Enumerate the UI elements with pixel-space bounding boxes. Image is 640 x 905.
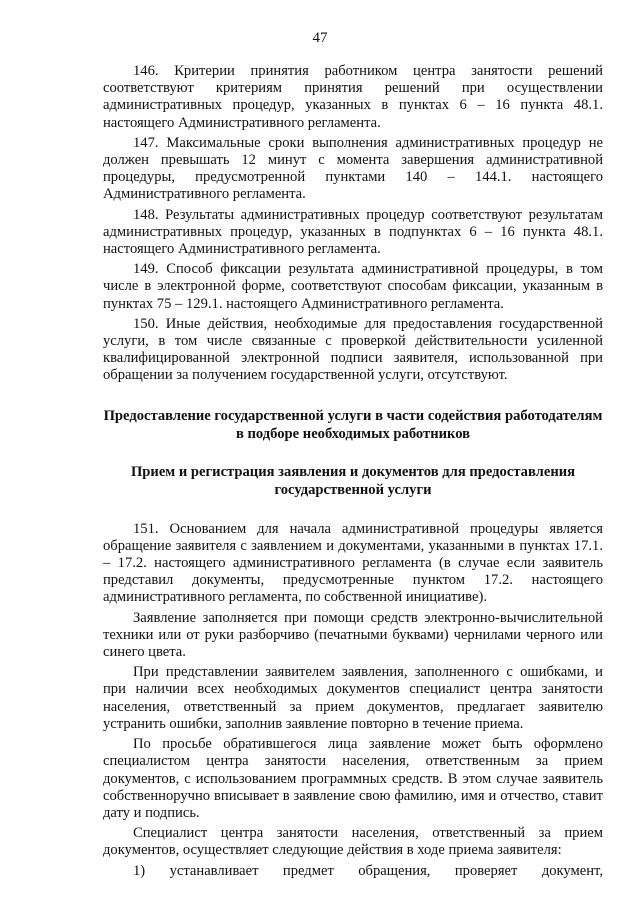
list-item-1: 1) устанавливает предмет обращения, проверяет документ, — [133, 862, 603, 879]
subsection-heading: Прием и регистрация заявления и документов для предоставления государственной услуги — [130, 463, 576, 498]
paragraph-149: 149. Способ фиксации результата административной процедуры, в том числе в электронной форме, соответствуют способам фиксации, указанным в пунктах 75 – 129.1. настоящего Административного регламента. — [103, 261, 603, 312]
paragraph-146: 146. Критерии принятия работником центра занятости решений соответствуют критериям принятия решений при осуществлении административных процедур, указанных в пунктах 6 – 16 пункта 48.1. настоящего Административного регламента. — [103, 63, 603, 131]
document-body — [103, 63, 603, 883]
paragraph-specialist-help: По просьбе обратившегося лица заявление может быть оформлено специалистом центра занятости населения, ответственным за прием документов, с использованием программных средств. В этом случае заявитель собственноручно вписывает в заявление свою фамилию, имя и отчество, ставит дату и подпись. — [103, 736, 603, 821]
paragraph-147: 147. Максимальные сроки выполнения административных процедур не должен превышать 12 минут с момента завершения административной процедуры, предусмотренной пунктами 140 – 144.1. настоящего Административного регламента. — [103, 134, 603, 203]
paragraph-148: 148. Результаты административных процедур соответствуют результатам административных процедур, указанных в подпунктах 6 – 16 пункта 48.1. настоящего Административного регламента. — [103, 206, 603, 258]
page-number: 47 — [312, 30, 328, 46]
paragraph-151: 151. Основанием для начала административной процедуры является обращение заявителя с заявлением и документами, указанными в пунктах 17.1. – 17.2. настоящего административного регламента (в случае если заявитель представил документы, предусмотренные пунктом 17.2. настоящего административного регламента, по собственной инициативе). — [103, 520, 603, 606]
paragraph-actions-intro: Специалист центра занятости населения, ответственный за прием документов, осуществляет следующие действия в ходе приема заявителя: — [103, 825, 603, 859]
section-heading: Предоставление государственной услуги в части содействия работодателям в подборе необходимых работников — [103, 407, 603, 442]
paragraph-form-filling: Заявление заполняется при помощи средств электронно-вычислительной техники или от руки разборчиво (печатными буквами) чернилами черного или синего цвета. — [103, 609, 603, 661]
paragraph-150: 150. Иные действия, необходимые для предоставления государственной услуги, в том числе связанные с проверкой действительности усиленной квалифицированной электронной подписи заявителя, использованной при обращении за получением государственной услуги, отсутствуют. — [103, 315, 603, 384]
paragraph-errors: При представлении заявителем заявления, заполненного с ошибками, и при наличии всех необходимых документов специалист центра занятости населения, ответственный за прием документов, предлагает заявителю устранить ошибки, заполнив заявление повторно в течение приема. — [103, 664, 603, 732]
